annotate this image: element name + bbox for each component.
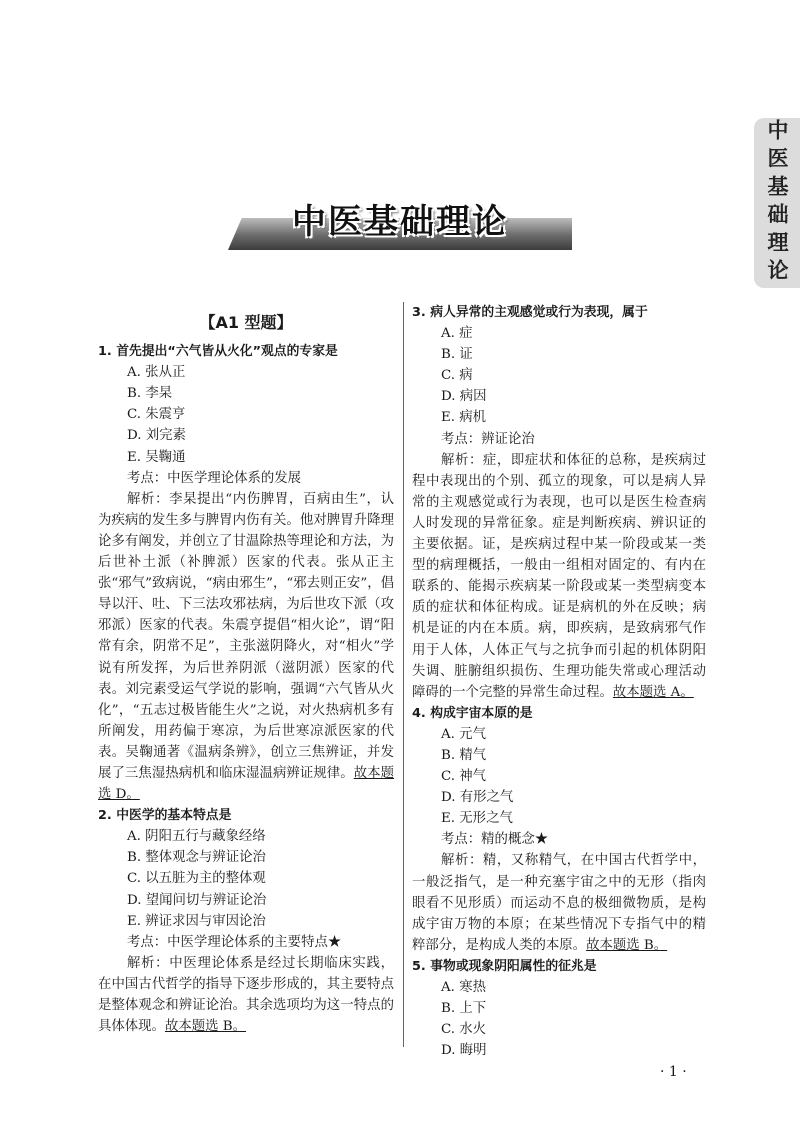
answer: 故本题选 B。 (586, 937, 668, 953)
explanation-text: 解析：中医理论体系是经过长期临床实践，在中国古代哲学的指导下逐步形成的，其主要特点是整体观念和辨证论治。其余选项均为这一特点的具体体现。 (98, 955, 394, 1035)
question-stem: 4. 构成宇宙本原的是 (412, 705, 533, 721)
option: C. 以五脏为主的整体观 (127, 871, 266, 887)
option: A. 张从正 (127, 365, 186, 381)
option: E. 病机 (441, 410, 487, 426)
option: E. 吴鞠通 (127, 449, 186, 465)
explanation (412, 850, 706, 955)
question-stem: 5. 事物或现象阴阳属性的征兆是 (412, 958, 597, 974)
option: D. 晦明 (441, 1043, 487, 1059)
exam-point: 考点：中医学理论体系的发展 (127, 470, 302, 486)
explanation (98, 953, 394, 1037)
option: D. 望闻问切与辨证论治 (127, 892, 267, 908)
option: B. 证 (441, 347, 473, 363)
option: A. 阴阳五行与藏象经络 (127, 829, 266, 845)
option: C. 朱震亨 (127, 407, 186, 423)
question-2 (98, 805, 394, 1037)
option: E. 辨证求因与审因论治 (127, 913, 266, 929)
option: D. 有形之气 (441, 790, 514, 806)
option: D. 病因 (441, 389, 487, 405)
question-stem: 3. 病人异常的主观感觉或行为表现，属于 (412, 305, 648, 320)
option: E. 无形之气 (441, 811, 513, 827)
option: B. 李杲 (127, 386, 173, 402)
option: B. 上下 (441, 1001, 487, 1017)
option: A. 症 (441, 326, 473, 342)
question-1 (98, 341, 394, 805)
chapter-side-tab-label: 中医基础理论 (765, 119, 789, 287)
option: C. 水火 (441, 1022, 487, 1038)
exam-point: 考点：中医学理论体系的主要特点★ (127, 934, 342, 950)
option: C. 神气 (441, 769, 487, 785)
explanation-text: 解析：症，即症状和体征的总称，是疾病过程中表现出的个别、孤立的现象，可以是病人异常的主观感觉或行为表现，也可以是医生检查病人时发现的异常征象。症是判断疾病、辨识证的主要依据。证，是疾病过程中某一阶段或某一类型的病理概括，一般由一组相对固定的、有内在联系的、能揭示疾病某一阶段或某一类型病变本质的症状和体征构成。证是病机的外在反映；病机是证的内在本质。病，即疾病，是致病邪气作用于人体，人体正气与之抗争而引起的机体阴阳失调、脏腑组织损伤、生理功能失常或心理活动障碍的一个完整的异常生命过程。 (412, 452, 706, 700)
chapter-side-tab (754, 118, 800, 288)
explanation-text: 解析：精，又称精气，在中国古代哲学中，一般泛指气，是一种充塞宇宙之中的无形（指肉眼看不见形质）而运动不息的极细微物质，是构成宇宙万物的本原；在某些情况下专指气中的精粹部分，是构成人类的本原。 (412, 853, 706, 953)
option: B. 精气 (441, 747, 487, 763)
answer: 故本题选 B。 (164, 1019, 247, 1035)
question-stem: 1. 首先提出“六气皆从火化”观点的专家是 (98, 344, 338, 360)
right-column (412, 302, 706, 1061)
option: B. 整体观念与辨证论治 (127, 850, 266, 866)
question-5 (412, 956, 706, 1061)
answer: 故本题选 D。 (98, 765, 395, 803)
option: D. 刘完素 (127, 428, 186, 444)
explanation-text: 解析：李杲提出“内伤脾胃，百病由生”，认为疾病的发生多与脾胃内伤有关。他对脾胃升降理论多有阐发，并创立了甘温除热等理论和方法，为后世补土派（补脾派）医家的代表。张从正主张“邪气”致病说，“病由邪生”，“邪去则正安”，倡导以汗、吐、下三法攻邪祛病，为后世攻下派（攻邪派）医家的代表。朱震亨提倡“相火论”，谓“阳常有余，阴常不足”，主张滋阴降火，对“相火”学说有所发挥，为后世养阴派（滋阴派）医家的代表。刘完素受运气学说的影响，强调“六气皆从火化”，“五志过极皆能生火”之说，对火热病机多有所阐发，用药偏于寒凉，为后世寒凉派医家的代表。吴鞠通著《温病条辨》，创立三焦辨证，并发展了三焦湿热病机和临床湿温病辨证规律。 (98, 491, 394, 781)
question-3 (412, 302, 706, 703)
section-heading: 【A1 型题】 (199, 313, 293, 332)
question-4 (412, 703, 706, 956)
answer: 故本题选 A。 (612, 684, 694, 700)
option: A. 元气 (441, 726, 486, 742)
explanation (412, 450, 706, 703)
exam-point: 考点：辨证论治 (441, 431, 535, 447)
chapter-banner (228, 192, 572, 262)
exam-point: 考点：精的概念★ (441, 832, 549, 848)
option: C. 病 (441, 368, 473, 384)
chapter-title: 中医基础理论 (292, 202, 508, 242)
column-divider (403, 302, 404, 1047)
left-column (98, 302, 394, 1037)
option: A. 寒热 (441, 980, 486, 995)
question-stem: 2. 中医学的基本特点是 (98, 808, 232, 824)
explanation (98, 489, 394, 805)
page-number: · 1 · (660, 1064, 687, 1080)
